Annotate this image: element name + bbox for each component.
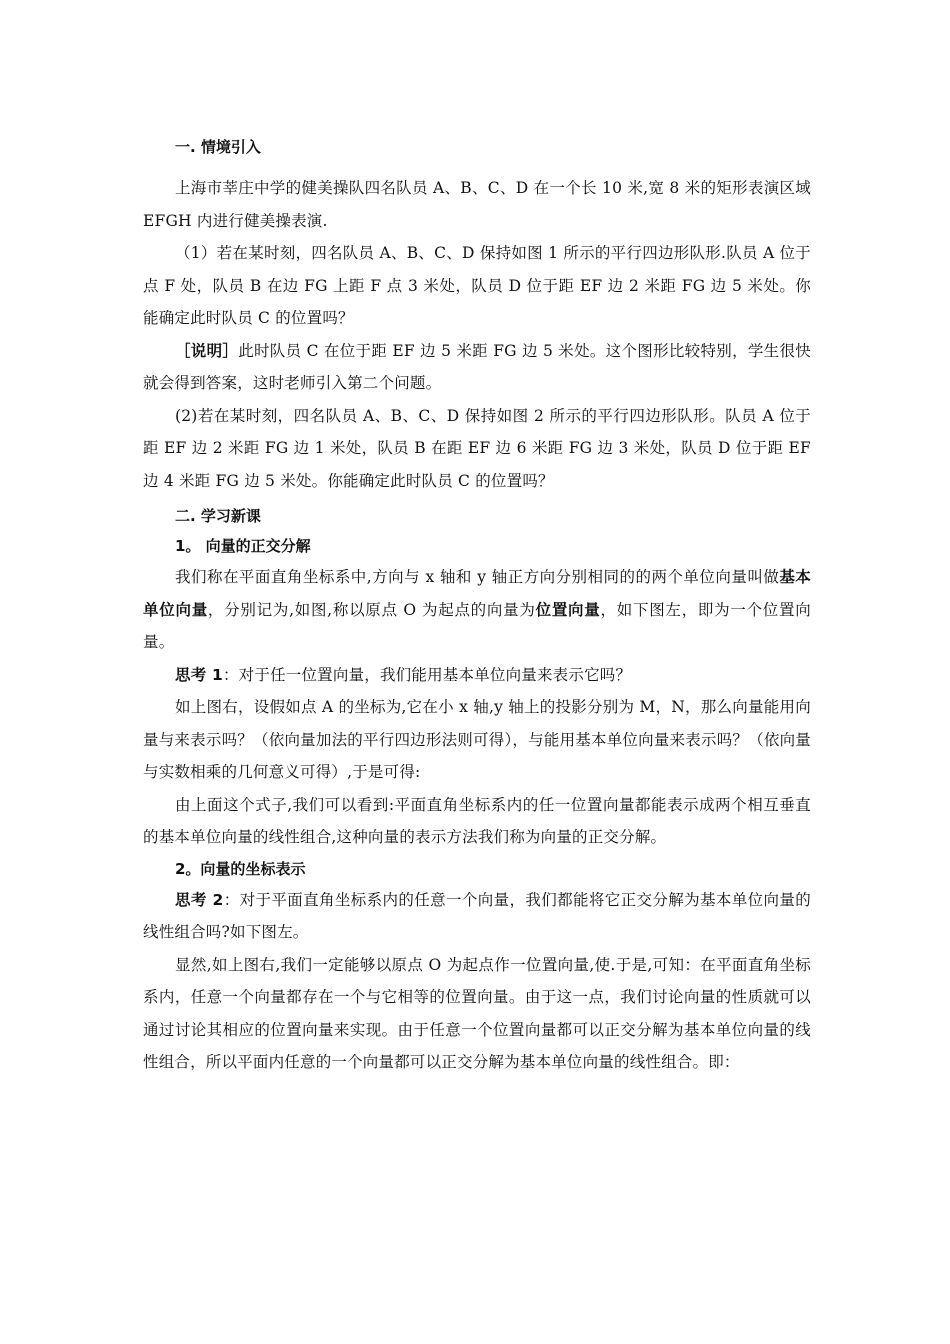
think-1-label: 思考 1 bbox=[175, 665, 223, 684]
note-text: 此时队员 C 在位于距 EF 边 5 米距 FG 边 5 米处。这个图形比较特别，学生很快就会得到答案，这时老师引入第二个问题。 bbox=[143, 341, 811, 392]
think-1-text: ：对于任一位置向量，我们能用基本单位向量来表示它吗？ bbox=[222, 665, 632, 684]
paragraph-think-2 bbox=[143, 884, 811, 949]
text-part: ，分别记为,如图,称以原点 O 为起点的向量为 bbox=[207, 600, 536, 619]
term-basic-unit-vector: 基本单位向量 bbox=[143, 568, 811, 619]
paragraph-question-1: （1）若在某时刻，四名队员 A、B、C、D 保持如图 1 所示的平行四边形队形.队员 A 位于点 F 处，队员 B 在边 FG 上距 F 点 3 米处，队员 D 位于距 EF 边 2 米距 FG 边 5 米处。你能确定此时队员 C 的位置吗？ bbox=[143, 244, 811, 327]
note-label: ［说明］ bbox=[175, 341, 239, 360]
think-2-text: ：对于平面直角坐标系内的任意一个向量，我们都能将它正交分解为基本单位向量的线性组合吗?如下图左。 bbox=[143, 890, 811, 941]
section-heading-new-lesson: 二. 学习新课 bbox=[175, 507, 261, 525]
section-heading-intro: 一. 情境引入 bbox=[175, 138, 261, 156]
text-part: ，如下图左，即为一个位置向量。 bbox=[143, 600, 811, 651]
paragraph-intro-scenario: 上海市莘庄中学的健美操队四名队员 A、B、C、D 在一个长 10 米,宽 8 米的矩形表演区域 EFGH 内进行健美操表演. bbox=[143, 179, 811, 230]
subheading-orthogonal-decomposition: 1。 向量的正交分解 bbox=[175, 537, 311, 555]
think-2-label: 思考 2 bbox=[175, 890, 224, 909]
paragraph-question-2: (2)若在某时刻，四名队员 A、B、C、D 保持如图 2 所示的平行四边形队形。队员 A 位于距 EF 边 2 米距 FG 边 1 米处，队员 B 在距 EF 边 6 米距 FG 边 3 米处，队员 D 位于距 EF 边 4 米距 FG 边 5 米处。你能确定此时队员 C 的位置吗？ bbox=[143, 406, 811, 490]
paragraph-think-1 bbox=[143, 659, 811, 692]
paragraph-basic-unit-vectors bbox=[143, 561, 811, 659]
paragraph-conclusion: 由上面这个式子,我们可以看到:平面直角坐标系内的任一位置向量都能表示成两个相互垂直的基本单位向量的线性组合,这种向量的表示方法我们称为向量的正交分解。 bbox=[143, 795, 811, 846]
text-part: 我们称在平面直角坐标系中,方向与 x 轴和 y 轴正方向分别相同的的两个单位向量叫做 bbox=[175, 568, 780, 586]
subheading-coordinate-representation: 2。向量的坐标表示 bbox=[175, 859, 306, 878]
paragraph-position-vector-equivalence: 显然,如上图右,我们一定能够以原点 O 为起点作一位置向量,使.于是,可知：在平面直角坐标系内，任意一个向量都存在一个与它相等的位置向量。由于这一点，我们讨论向量的性质就可以通过讨论其相应的位置向量来实现。由于任意一个位置向量都可以正交分解为基本单位向量的线性组合，所以平面内任意的一个向量都可以正交分解为基本单位向量的线性组合。即： bbox=[143, 955, 811, 1071]
paragraph-point-a: 如上图右，设假如点 A 的坐标为,它在小 x 轴,y 轴上的投影分别为 M，N，那么向量能用向量与来表示吗？（依向量加法的平行四边形法则可得），与能用基本单位向量来表示吗？（依向量与实数相乘的几何意义可得）,于是可得: bbox=[143, 698, 811, 781]
term-position-vector: 位置向量 bbox=[535, 600, 601, 619]
document-body bbox=[143, 132, 811, 1079]
paragraph-note bbox=[143, 335, 811, 400]
